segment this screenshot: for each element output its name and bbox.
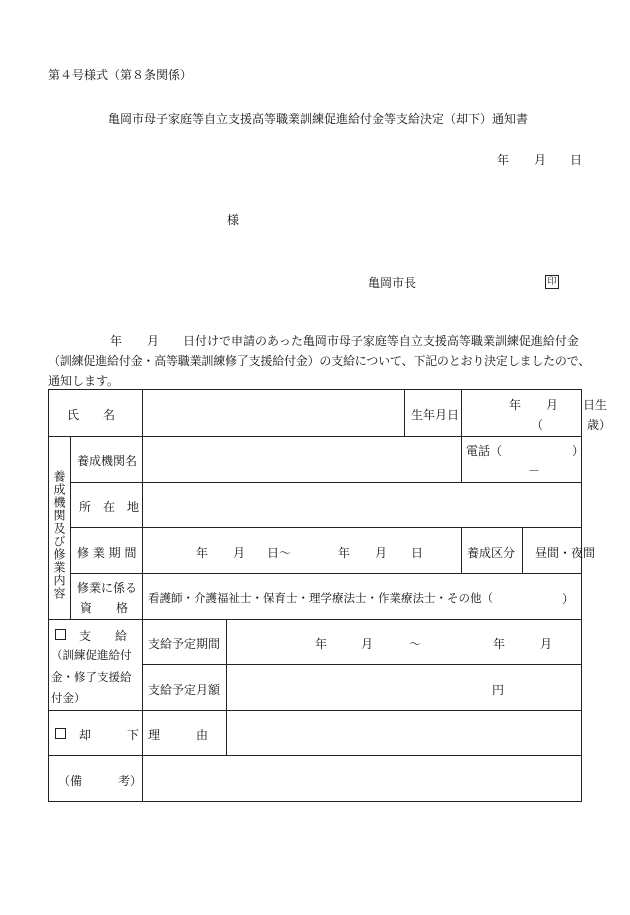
grant-period-year2: 年 bbox=[493, 637, 506, 651]
grant-sub-line3: 付金） bbox=[51, 691, 86, 705]
addressee-suffix: 様 bbox=[227, 213, 240, 227]
row-grant-period bbox=[49, 620, 582, 665]
period-month1: 月 bbox=[233, 546, 246, 560]
phone-close: ） bbox=[572, 444, 585, 458]
class-value: 昼間・夜間 bbox=[535, 546, 596, 560]
name-label: 氏 名 bbox=[67, 408, 116, 422]
name-value-cell[interactable] bbox=[143, 390, 405, 437]
grant-period-value-cell[interactable] bbox=[227, 620, 582, 665]
grant-sub-line1: （訓練促進給付 bbox=[51, 648, 132, 662]
phone-label: 電話（ bbox=[466, 444, 503, 458]
institution-label: 養成機関名 bbox=[77, 454, 138, 468]
grant-label-cell bbox=[49, 620, 143, 711]
form-number: 第４号様式（第８条関係） bbox=[48, 68, 193, 82]
institution-value-cell[interactable] bbox=[143, 437, 462, 483]
grant-period-label-cell bbox=[143, 620, 227, 665]
row-reject bbox=[49, 711, 582, 756]
row-remarks bbox=[49, 756, 582, 802]
grant-checkbox[interactable] bbox=[55, 628, 66, 642]
row-institution bbox=[49, 437, 582, 483]
birth-day-label: 日生 bbox=[583, 398, 608, 412]
period-month2: 月 bbox=[375, 546, 388, 560]
birth-month-label: 月 bbox=[546, 398, 559, 412]
address-label: 所 在 地 bbox=[79, 500, 140, 514]
qual-label-line1: 修業に係る bbox=[77, 581, 138, 595]
class-label-cell bbox=[462, 528, 523, 574]
reason-label: 理 由 bbox=[148, 728, 209, 742]
remarks-label-cell bbox=[49, 756, 143, 802]
reject-label-cell bbox=[49, 711, 143, 756]
age-close: 歳） bbox=[587, 418, 612, 432]
grant-sub-line2: 金・修了支援給 bbox=[51, 670, 132, 684]
body-line1-month: 月 bbox=[147, 334, 160, 348]
section-label: 養成機関及び修業内容 bbox=[52, 470, 66, 600]
checkbox-icon[interactable] bbox=[55, 728, 66, 739]
reject-label: 却 下 bbox=[79, 728, 140, 742]
reason-value-cell[interactable] bbox=[227, 711, 582, 756]
section-label-cell bbox=[49, 437, 71, 620]
birth-label: 生年月日 bbox=[411, 408, 460, 422]
grant-amount-unit: 円 bbox=[492, 683, 505, 697]
phone-cell[interactable] bbox=[462, 437, 585, 483]
seal-mark bbox=[545, 273, 559, 289]
birth-value-cell[interactable] bbox=[462, 390, 612, 437]
qual-value-cell[interactable] bbox=[143, 574, 582, 620]
body-line1-text: 日付けで申請のあった亀岡市母子家庭等自立支援高等職業訓練促進給付金 bbox=[183, 334, 579, 348]
period-year2: 年 bbox=[338, 546, 351, 560]
row-qualification bbox=[49, 574, 582, 620]
row-name bbox=[49, 390, 582, 437]
reason-label-cell bbox=[143, 711, 227, 756]
grant-period-month2: 月 bbox=[540, 637, 553, 651]
date-day-label: 日 bbox=[570, 153, 583, 167]
reject-checkbox[interactable] bbox=[55, 727, 66, 741]
body-line1-year: 年 bbox=[110, 334, 123, 348]
body-line3-text: 通知します。 bbox=[48, 374, 120, 388]
document-title: 亀岡市母子家庭等自立支援高等職業訓練促進給付金等支給決定（却下）通知書 bbox=[108, 112, 529, 126]
period-year1: 年 bbox=[196, 546, 209, 560]
birth-label-cell bbox=[405, 390, 462, 437]
checkbox-icon[interactable] bbox=[55, 629, 66, 640]
row-address bbox=[49, 483, 582, 528]
seal-icon: 印 bbox=[545, 275, 559, 289]
period-value-cell[interactable] bbox=[143, 528, 462, 574]
qual-label-line2: 資 格 bbox=[80, 601, 129, 615]
grant-period-label: 支給予定期間 bbox=[148, 637, 221, 651]
notification-form-table bbox=[48, 389, 612, 802]
grant-period-month1: 月 bbox=[361, 637, 374, 651]
grant-period-year1: 年 bbox=[315, 637, 328, 651]
age-open: （ bbox=[531, 418, 544, 432]
address-value-cell[interactable] bbox=[143, 483, 582, 528]
period-day2: 日 bbox=[411, 546, 424, 560]
body-line2-text: （訓練促進給付金・高等職業訓練修了支援給付金）の支給について、下記のとおり決定しましたので、 bbox=[48, 354, 591, 368]
institution-label-cell bbox=[71, 437, 143, 483]
grant-label: 支 給 bbox=[79, 629, 128, 643]
period-label: 修 業 期 間 bbox=[77, 546, 137, 560]
grant-amount-value-cell[interactable] bbox=[227, 665, 582, 711]
address-label-cell bbox=[71, 483, 143, 528]
qual-label-cell bbox=[71, 574, 143, 620]
grant-period-tilde: ～ bbox=[409, 637, 422, 651]
qual-close: ） bbox=[562, 592, 575, 606]
period-day1: 日～ bbox=[267, 546, 292, 560]
issuer-name: 亀岡市長 bbox=[368, 276, 417, 290]
period-label-cell bbox=[71, 528, 143, 574]
qual-value: 看護師・介護福祉士・保育士・理学療法士・作業療法士・その他（ bbox=[148, 591, 493, 605]
grant-amount-label: 支給予定月額 bbox=[148, 683, 221, 697]
name-label-cell bbox=[49, 390, 143, 437]
birth-year-label: 年 bbox=[509, 398, 522, 412]
class-label: 養成区分 bbox=[467, 546, 516, 560]
class-value-cell[interactable] bbox=[523, 528, 596, 574]
date-month-label: 月 bbox=[534, 153, 547, 167]
phone-dash: － bbox=[528, 464, 541, 478]
remarks-label: （備 考） bbox=[58, 774, 143, 788]
date-year-label: 年 bbox=[497, 153, 510, 167]
row-period bbox=[49, 528, 582, 574]
remarks-value-cell[interactable] bbox=[143, 756, 582, 802]
grant-amount-label-cell bbox=[143, 665, 227, 711]
